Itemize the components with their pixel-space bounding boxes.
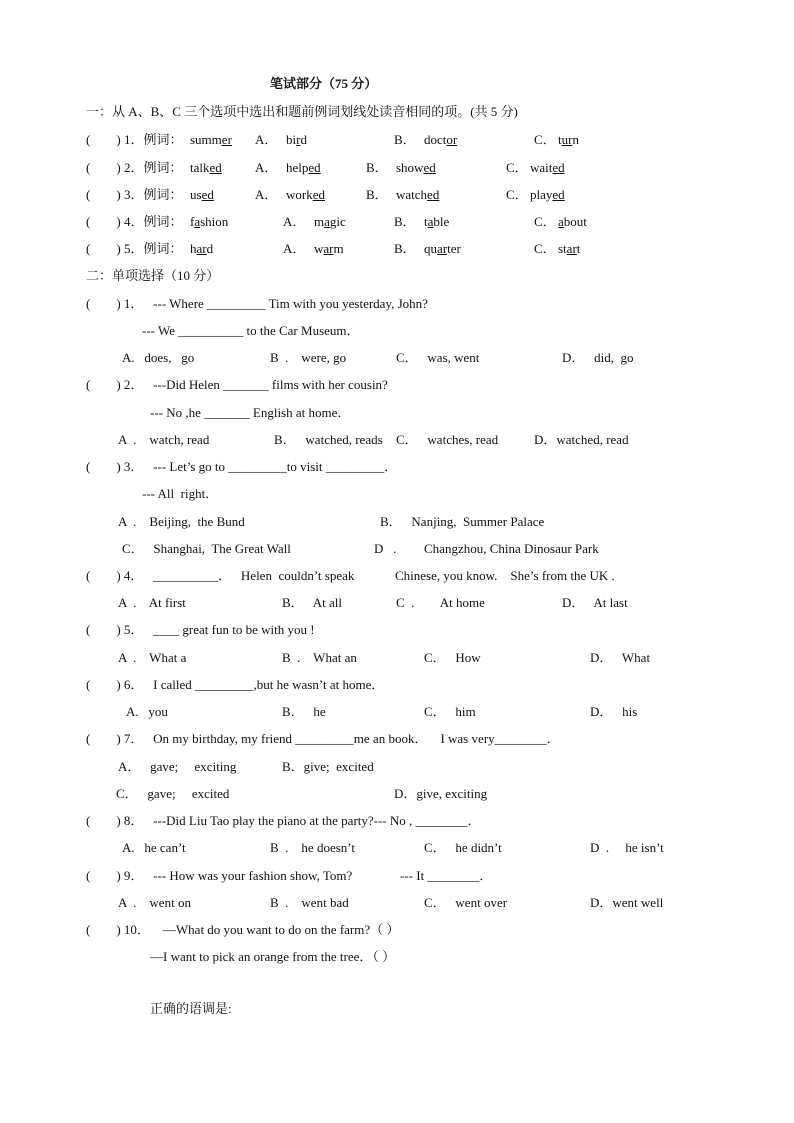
option-a-word: magic [314, 214, 346, 229]
mc-option: A . At first [118, 595, 186, 610]
mc-question-stem: ( ) 1． --- Where _________ Tim with you yesterday, John? [86, 296, 428, 311]
option-c-label: C． [506, 160, 528, 175]
option-c-word: played [530, 187, 565, 202]
option-b-word: table [424, 214, 450, 229]
option-a-word: helped [286, 160, 321, 175]
mc-option: A . watch, read [118, 432, 210, 447]
answer-paren: ( ) [86, 187, 121, 202]
option-c-word: turn [558, 132, 579, 147]
mc-option: A． gave; exciting [118, 759, 237, 774]
mc-option: B．give; excited [282, 759, 374, 774]
option-b-label: B． [366, 187, 388, 202]
mc-option: C． he didn’t [424, 840, 502, 855]
example-word: talked [190, 160, 222, 175]
question-number: 5．例词： [124, 241, 183, 256]
question-number: 4．例词： [124, 214, 183, 229]
mc-option: A . Beijing, the Bund [118, 514, 245, 529]
mc-question-reply: --- It ________． [400, 868, 493, 883]
mc-option: B . he doesn’t [270, 840, 355, 855]
mc-option: C． watches, read [396, 432, 499, 447]
option-b-label: B． [394, 214, 416, 229]
answer-paren: ( ) [86, 241, 121, 256]
mc-question-reply: --- No ,he _______ English at home． [150, 405, 351, 420]
mc-option: D．give, exciting [394, 786, 488, 801]
example-word: fashion [190, 214, 229, 229]
option-c-label: C． [534, 132, 556, 147]
mc-question-stem: ( ) 9． --- How was your fashion show, Tom? [86, 868, 353, 883]
option-a-word: worked [286, 187, 325, 202]
mc-question-stem-continued: Chinese, you know. She’s from the UK . [395, 568, 615, 583]
intonation-label: 正确的语调是: [150, 1001, 232, 1016]
mc-option: D． did, go [562, 350, 634, 365]
mc-option: C． Shanghai, The Great Wall [122, 541, 291, 556]
page-title: 笔试部分（75 分） [270, 76, 378, 91]
mc-option: D． What [590, 650, 651, 665]
example-word: hard [190, 241, 214, 256]
mc-option: C． him [424, 704, 476, 719]
mc-option: C． gave; excited [116, 786, 230, 801]
mc-option: B． Nanjing, Summer Palace [380, 514, 545, 529]
option-c-word: start [558, 241, 581, 256]
option-c-label: C． [534, 241, 556, 256]
mc-option: D . he isn’t [590, 840, 664, 855]
option-b-label: B． [366, 160, 388, 175]
mc-option: A . What a [118, 650, 187, 665]
mc-option: A . went on [118, 895, 191, 910]
answer-paren: ( ) [86, 160, 121, 175]
mc-option: A. does, go [122, 350, 195, 365]
option-a-label: A． [255, 132, 278, 147]
option-c-word: about [558, 214, 587, 229]
mc-question-reply: --- We __________ to the Car Museum． [142, 323, 360, 338]
mc-question-stem: ( ) 10． —What do you want to do on the farm?（ ） [86, 922, 400, 937]
option-b-word: watched [396, 187, 440, 202]
answer-paren: ( ) [86, 214, 121, 229]
mc-question-stem: ( ) 2． ---Did Helen _______ films with her cousin? [86, 377, 388, 392]
option-b-label: B． [394, 132, 416, 147]
option-a-word: warm [314, 241, 344, 256]
option-a-label: A． [255, 160, 278, 175]
mc-option: C． was, went [396, 350, 480, 365]
mc-option: B． he [282, 704, 326, 719]
mc-option: D．watched, read [534, 432, 629, 447]
mc-option: C . At home [396, 595, 485, 610]
option-b-word: showed [396, 160, 436, 175]
mc-option: B . went bad [270, 895, 349, 910]
question-number: 1．例词： [124, 132, 183, 147]
example-word: used [190, 187, 214, 202]
option-b-word: quarter [424, 241, 461, 256]
option-b-label: B． [394, 241, 416, 256]
mc-option-label: D . [374, 541, 397, 556]
mc-question-stem: ( ) 7． On my birthday, my friend _________me an book． I was very________． [86, 731, 560, 746]
mc-option: B . What an [282, 650, 357, 665]
section2-heading: 二：单项选择（10 分） [86, 268, 220, 283]
option-a-label: A． [283, 241, 306, 256]
option-a-label: A． [283, 214, 306, 229]
mc-question-reply: —I want to pick an orange from the tree．（ ） [150, 949, 396, 964]
mc-question-reply: --- All right． [142, 486, 219, 501]
question-number: 3．例词： [124, 187, 183, 202]
mc-option: C． How [424, 650, 481, 665]
option-c-label: C． [506, 187, 528, 202]
option-c-word: waited [530, 160, 565, 175]
section1-heading: 一：从 A、B、C 三个选项中选出和题前例词划线处读音相同的项。(共 5 分) [86, 104, 518, 119]
option-a-word: bird [286, 132, 307, 147]
mc-option: D． his [590, 704, 638, 719]
mc-question-stem: ( ) 3． --- Let’s go to _________to visit _________． [86, 459, 398, 474]
question-number: 2．例词： [124, 160, 183, 175]
mc-option: B . were, go [270, 350, 347, 365]
example-word: summer [190, 132, 232, 147]
answer-paren: ( ) [86, 132, 121, 147]
mc-option: D．went well [590, 895, 664, 910]
option-a-label: A． [255, 187, 278, 202]
mc-option: D． At last [562, 595, 628, 610]
mc-option: C． went over [424, 895, 508, 910]
mc-option: Changzhou, China Dinosaur Park [424, 541, 599, 556]
mc-question-stem: ( ) 6． I called _________,but he wasn’t at home． [86, 677, 385, 692]
mc-option: A. you [126, 704, 168, 719]
mc-option: A. he can’t [122, 840, 186, 855]
option-c-label: C． [534, 214, 556, 229]
option-b-word: doctor [424, 132, 458, 147]
mc-question-stem: ( ) 5． ____ great fun to be with you ! [86, 622, 315, 637]
mc-option: B． At all [282, 595, 342, 610]
mc-option: B． watched, reads [274, 432, 383, 447]
mc-question-stem: ( ) 4． __________． Helen couldn’t speak [86, 568, 355, 583]
mc-question-stem: ( ) 8． ---Did Liu Tao play the piano at the party?--- No , ________． [86, 813, 481, 828]
